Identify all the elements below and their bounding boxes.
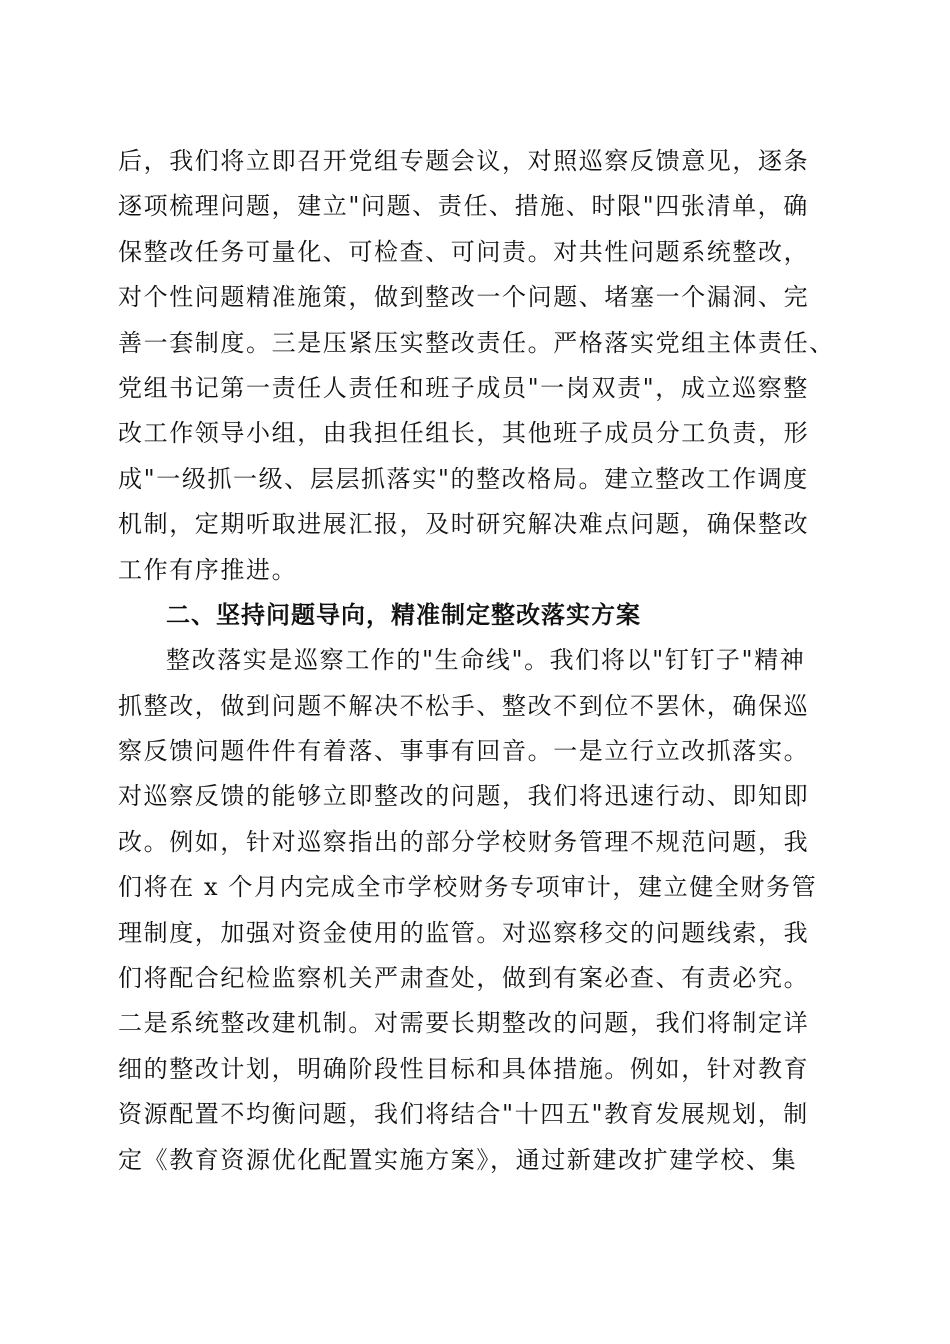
body-line: 保整改任务可量化、可检查、可问责。对共性问题系统整改， (118, 237, 810, 266)
body-line: 对巡察反馈的能够立即整改的问题，我们将迅速行动、即知即 (118, 782, 810, 811)
document-body (118, 139, 838, 1183)
body-line: 细的整改计划，明确阶段性目标和具体措施。例如，针对教育 (118, 1054, 810, 1083)
body-line: 资源配置不均衡问题，我们将结合"十四五"教育发展规划，制 (118, 1100, 809, 1129)
section-heading: 二、坚持问题导向，精准制定整改落实方案 (166, 600, 641, 629)
body-line: 机制，定期听取进展汇报，及时研究解决难点问题，确保整改 (118, 510, 810, 539)
paragraph-first-line: 整改落实是巡察工作的"生命线"。我们将以"钉钉子"精神 (166, 646, 806, 675)
body-line: 抓整改，做到问题不解决不松手、整改不到位不罢休，确保巡 (118, 691, 810, 720)
body-line: 理制度，加强对资金使用的监管。对巡察移交的问题线索，我 (118, 918, 810, 947)
body-line: 党组书记第一责任人责任和班子成员"一岗双责"，成立巡察整 (118, 373, 809, 402)
body-line: 察反馈问题件件有着落、事事有回音。一是立行立改抓落实。 (118, 737, 810, 766)
body-line: 二是系统整改建机制。对需要长期整改的问题，我们将制定详 (118, 1009, 810, 1038)
body-line: 善一套制度。三是压紧压实整改责任。严格落实党组主体责任、 (118, 328, 835, 357)
body-line: 定《教育资源优化配置实施方案》，通过新建改扩建学校、集 (118, 1145, 798, 1174)
body-line: 成"一级抓一级、层层抓落实"的整改格局。建立整改工作调度 (118, 464, 809, 493)
body-line: 逐项梳理问题，建立"问题、责任、措施、时限"四张清单，确 (118, 192, 809, 221)
body-line: 改。例如，针对巡察指出的部分学校财务管理不规范问题，我 (118, 827, 810, 856)
body-line: 们将在 x 个月内完成全市学校财务专项审计，建立健全财务管 (118, 873, 818, 902)
body-line: 改工作领导小组，由我担任组长，其他班子成员分工负责，形 (118, 419, 810, 448)
body-line: 工作有序推进。 (118, 555, 298, 584)
body-line: 们将配合纪检监察机关严肃查处，做到有案必查、有责必究。 (118, 964, 810, 993)
body-line: 对个性问题精准施策，做到整改一个问题、堵塞一个漏洞、完 (118, 283, 810, 312)
body-line: 后，我们将立即召开党组专题会议，对照巡察反馈意见，逐条 (118, 147, 810, 175)
